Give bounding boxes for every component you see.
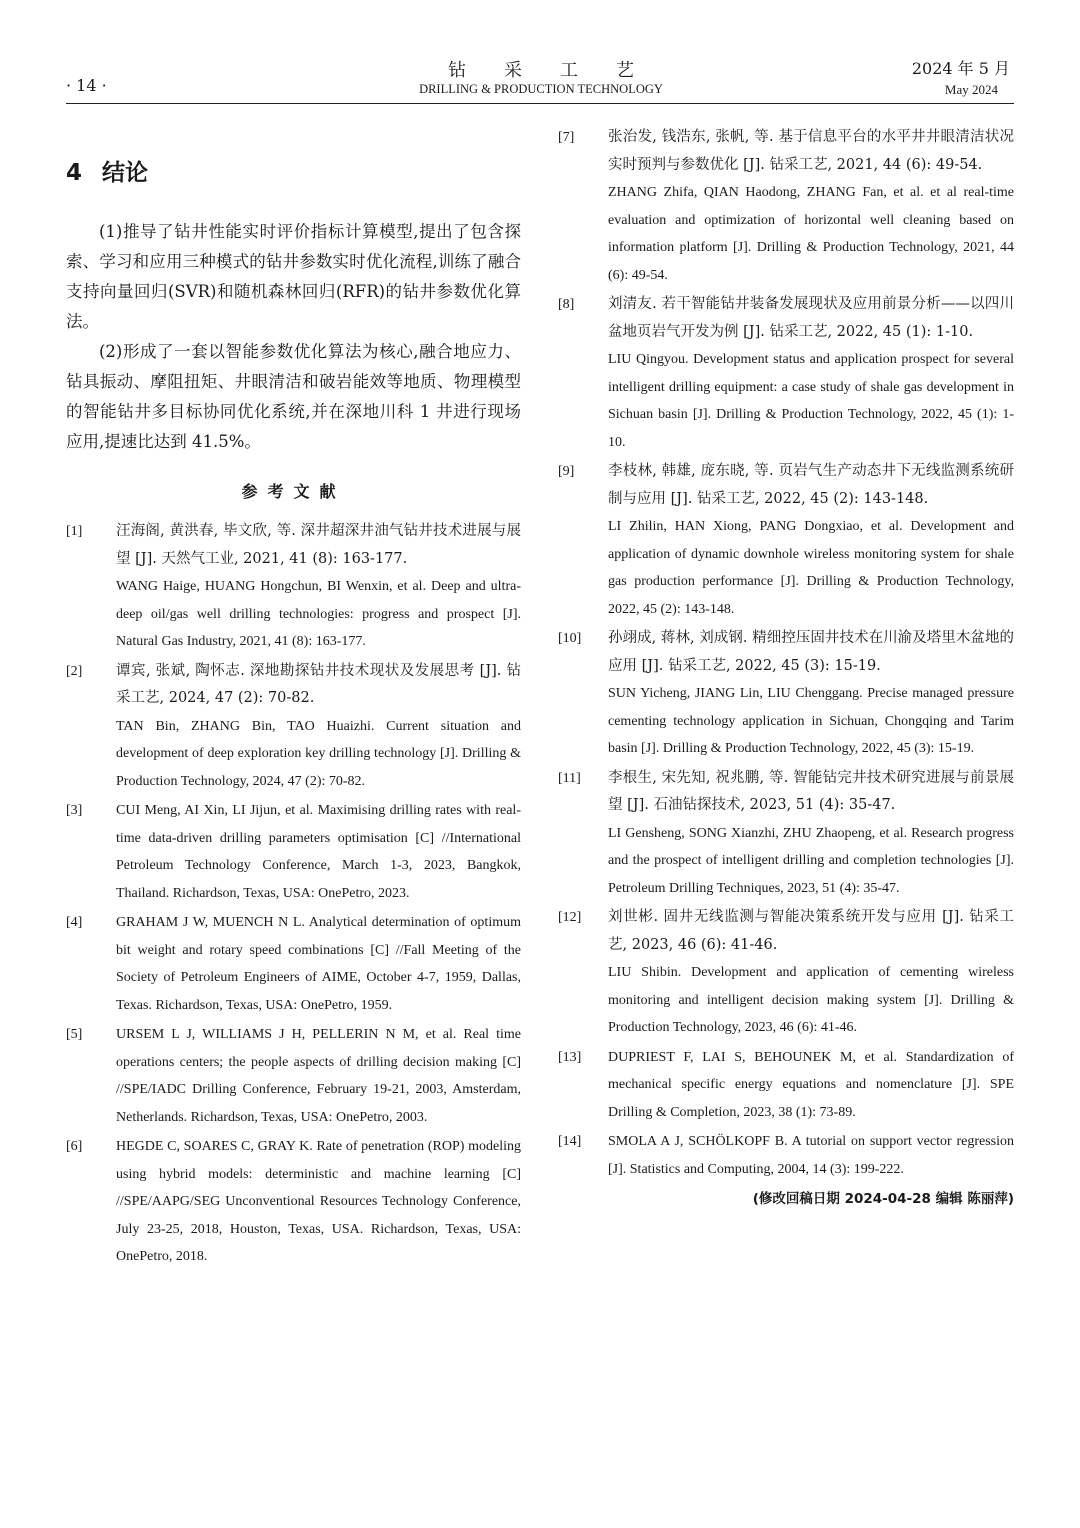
issue-date-en: May 2024	[944, 82, 998, 97]
reference-text-cn: 李枝林, 韩雄, 庞东晓, 等. 页岩气生产动态井下无线监测系统研制与应用 [J]. 钻采工艺, 2022, 45 (2): 143-148.	[608, 463, 1014, 507]
reference-text-en: SUN Yicheng, JIANG Lin, LIU Chenggang. Precise managed pressure cementing technology application in Sichuan, Chongqing and Tarim basin [J]. Drilling & Production Technology, 2022, 45 (3): 15-19.	[608, 686, 1014, 756]
reference-text-en: HEGDE C, SOARES C, GRAY K. Rate of penetration (ROP) modeling using hybrid models: deterministic and machine learning [C] //SPE/AAPG/SEG Unconventional Resources Technology Conference, July 23-25, 2018, Houston, Texas, USA. Richardson, Texas, USA: OnePetro, 2018.	[116, 1139, 521, 1264]
reference-text-en: GRAHAM J W, MUENCH N L. Analytical determination of optimum bit weight and rotary speed combinations [C] //Fall Meeting of the Society of Petroleum Engineers of AIME, October 4-7, 1959, Dallas, Texas. Richardson, Texas, USA: OnePetro, 1959.	[116, 915, 521, 1013]
reference-text-cn: 孙翊成, 蒋林, 刘成钢. 精细控压固井技术在川渝及塔里木盆地的应用 [J]. 钻采工艺, 2022, 45 (3): 15-19.	[608, 630, 1014, 674]
reference-text-en: TAN Bin, ZHANG Bin, TAO Huaizhi. Current situation and development of deep exploration key drilling technology [J]. Drilling & Production Technology, 2024, 47 (2): 70-82.	[116, 718, 521, 789]
reference-text-en: DUPRIEST F, LAI S, BEHOUNEK M, et al. Standardization of mechanical specific energy equations and nomenclature [J]. SPE Drilling & Completion, 2023, 38 (1): 73-89.	[608, 1049, 1014, 1120]
reference-body	[608, 625, 1014, 763]
revision-editor-note: (修改回稿日期 2024-04-28 编辑 陈丽萍)	[752, 1191, 1014, 1207]
reference-list-left	[66, 518, 521, 1271]
reference-item	[558, 1044, 1014, 1127]
reference-text-cn: 刘清友. 若干智能钻井装备发展现状及应用前景分析——以四川盆地页岩气开发为例 [J]. 钻采工艺, 2022, 45 (1): 1-10.	[608, 296, 1014, 340]
reference-text-en: CUI Meng, AI Xin, LI Jijun, et al. Maximising drilling rates with real-time data-driven drilling parameters optimisation [C] //International Petroleum Technology Conference, March 1-3, 2023, Bangkok, Thailand. Richardson, Texas, USA: OnePetro, 2023.	[116, 803, 521, 901]
header-rule	[66, 103, 1014, 104]
conclusion-paragraph: (2)形成了一套以智能参数优化算法为核心,融合地应力、钻具振动、摩阻扭矩、井眼清洁和破岩能效等地质、物理模型的智能钻井多目标协同优化系统,并在深地川科 1 井进行现场应用,提速比达到 41.5%。	[66, 342, 521, 451]
reference-number: [5]	[66, 1027, 83, 1042]
reference-number: [4]	[66, 915, 83, 930]
reference-text-en: WANG Haige, HUANG Hongchun, BI Wenxin, et al. Deep and ultra-deep oil/gas well drilling technologies: progress and prospect [J]. Natural Gas Industry, 2021, 41 (8): 163-177.	[116, 579, 521, 649]
reference-body	[116, 797, 521, 907]
reference-body	[116, 518, 521, 656]
reference-item	[66, 1021, 521, 1131]
reference-number: [6]	[66, 1139, 83, 1154]
reference-number: [12]	[558, 910, 582, 925]
reference-number: [13]	[558, 1049, 582, 1065]
reference-text-en: ZHANG Zhifa, QIAN Haodong, ZHANG Fan, et al. et al real-time evaluation and optimization of horizontal well cleaning based on information platform [J]. Drilling & Production Technology, 2021, 44 (6): 49-54.	[608, 185, 1014, 283]
reference-body	[608, 124, 1014, 289]
left-column	[66, 118, 521, 1273]
reference-number: [3]	[66, 803, 83, 818]
reference-text-cn: 谭宾, 张斌, 陶怀志. 深地勘探钻井技术现状及发展思考 [J]. 钻采工艺, 2024, 47 (2): 70-82.	[116, 662, 521, 706]
reference-body	[116, 909, 521, 1019]
page-number: · 14 ·	[66, 76, 107, 95]
reference-number: [10]	[558, 631, 582, 646]
reference-text-cn: 李根生, 宋先知, 祝兆鹏, 等. 智能钻完井技术研究进展与前景展望 [J]. 石油钻探技术, 2023, 51 (4): 35-47.	[608, 769, 1014, 813]
conclusion-paragraph: (1)推导了钻井性能实时评价指标计算模型,提出了包含探索、学习和应用三种模式的钻井参数实时优化流程,训练了融合支持向量回归(SVR)和随机森林回归(RFR)的钻井参数优化算法。	[66, 222, 521, 331]
reference-body	[608, 904, 1014, 1042]
reference-item	[558, 291, 1014, 456]
reference-body	[116, 658, 521, 796]
reference-text-cn: 汪海阁, 黄洪春, 毕文欣, 等. 深井超深井油气钻井技术进展与展望 [J]. 天然气工业, 2021, 41 (8): 163-177.	[116, 523, 521, 567]
reference-item	[558, 124, 1014, 289]
reference-text-en: URSEM L J, WILLIAMS J H, PELLERIN N M, et al. Real time operations centers; the people aspects of drilling decision making [C] //SPE/IADC Drilling Conference, February 19-21, 2003, Amsterdam, Netherlands. Richardson, Texas, USA: OnePetro, 2003.	[116, 1027, 521, 1125]
page-header	[66, 52, 1016, 104]
journal-title-cn: 钻采工艺	[448, 60, 672, 81]
reference-body	[608, 1128, 1014, 1183]
reference-text-en: LI Gensheng, SONG Xianzhi, ZHU Zhaopeng, et al. Research progress and the prospect of intelligent drilling and completion technologies [J]. Petroleum Drilling Techniques, 2023, 51 (4): 35-47.	[608, 825, 1014, 896]
reference-body	[608, 291, 1014, 456]
issue-date-cn: 2024 年 5 月	[911, 59, 1010, 78]
reference-number: [14]	[558, 1134, 582, 1149]
reference-number: [11]	[558, 770, 581, 786]
reference-item	[66, 797, 521, 907]
reference-number: [1]	[66, 524, 83, 539]
reference-item	[558, 458, 1014, 623]
reference-body	[116, 1133, 521, 1271]
reference-item	[66, 1133, 521, 1271]
reference-number: [8]	[558, 297, 575, 312]
reference-text-en: LI Zhilin, HAN Xiong, PANG Dongxiao, et al. Development and application of dynamic downhole wireless monitoring system for shale gas production performance [J]. Drilling & Production Technology, 2022, 45 (2): 143-148.	[608, 519, 1014, 617]
reference-body	[608, 458, 1014, 623]
references-title: 参考文献	[241, 482, 346, 501]
reference-number: [7]	[558, 130, 575, 145]
section-number: 4	[66, 160, 83, 186]
reference-text-cn: 刘世彬. 固井无线监测与智能决策系统开发与应用 [J]. 钻采工艺, 2023, 46 (6): 41-46.	[608, 909, 1014, 953]
reference-text-cn: 张治发, 钱浩东, 张帆, 等. 基于信息平台的水平井井眼清洁状况实时预判与参数优化 [J]. 钻采工艺, 2021, 44 (6): 49-54.	[608, 129, 1014, 173]
reference-item	[66, 518, 521, 656]
reference-item	[558, 1128, 1014, 1183]
journal-title-en: DRILLING & PRODUCTION TECHNOLOGY	[419, 82, 663, 96]
reference-body	[608, 1044, 1014, 1127]
reference-number: [9]	[558, 464, 575, 479]
reference-body	[116, 1021, 521, 1131]
reference-list-right	[558, 124, 1014, 1183]
reference-item	[66, 658, 521, 796]
reference-item	[558, 625, 1014, 763]
reference-text-en: LIU Shibin. Development and application of cementing wireless monitoring and intelligent decision making system [J]. Drilling & Production Technology, 2023, 46 (6): 41-46.	[608, 965, 1014, 1035]
reference-item	[558, 904, 1014, 1042]
reference-body	[608, 765, 1014, 903]
reference-item	[558, 765, 1014, 903]
section-heading	[66, 154, 521, 187]
section-title: 结论	[102, 160, 149, 186]
reference-text-en: LIU Qingyou. Development status and application prospect for several intelligent drilling equipment: a case study of shale gas development in Sichuan basin [J]. Drilling & Production Technology, 2022, 45 (1): 1-10.	[608, 352, 1014, 450]
reference-item	[66, 909, 521, 1019]
reference-text-en: SMOLA A J, SCHÖLKOPF B. A tutorial on support vector regression [J]. Statistics and Computing, 2004, 14 (3): 199-222.	[608, 1134, 1014, 1177]
right-column	[558, 124, 1014, 1207]
reference-number: [2]	[66, 663, 83, 679]
